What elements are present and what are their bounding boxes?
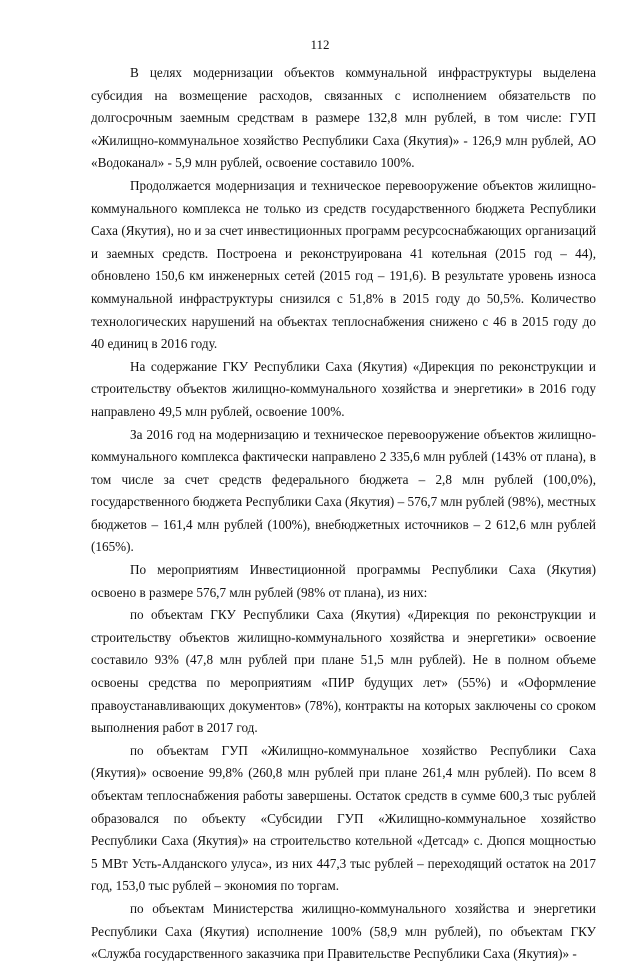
paragraph: по объектам ГУП «Жилищно-коммунальное хозяйство Республики Саха (Якутия)» освоение 99,8% (260,8 млн рублей при плане 261,4 млн рублей). По всем 8 объектам теплоснабжения работы завершены. Остаток средств в сумме 600,3 тыс рублей образовался по объекту «Субсидии ГУП «Жилищно-коммунальное хозяйство Республики Саха (Якутия)» на строительство котельной «Детсад» с. Дюпся мощностью 5 МВт Усть-Алданского улуса», из них 447,3 тыс рублей – переходящий остаток на 2017 год, 153,0 тыс рублей – экономия по торгам. (91, 742, 596, 894)
paragraph: На содержание ГКУ Республики Саха (Якутия) «Дирекция по реконструкции и строительству объектов жилищно-коммунального хозяйства и энергетики» в 2016 году направлено 49,5 млн рублей, освоение 100%. (91, 358, 596, 419)
paragraph: по объектам Министерства жилищно-коммунального хозяйства и энергетики Республики Саха (Якутия) исполнение 100% (58,9 млн рублей), по объектам ГКУ «Служба государственного заказчика при Правительстве Республики Саха (Якутия)» - (91, 900, 596, 962)
document-body (91, 62, 596, 966)
paragraph: В целях модернизации объектов коммунальной инфраструктуры выделена субсидия на возмещение расходов, связанных с исполнением обязательств по долгосрочным заемным средствам в размере 132,8 млн рублей, в том числе: ГУП «Жилищно-коммунальное хозяйство Республики Саха (Якутия)» - 126,9 млн рублей, АО «Водоканал» - 5,9 млн рублей, освоение составило 100%. (91, 65, 596, 171)
paragraph: За 2016 год на модернизацию и техническое перевооружение объектов жилищно-коммунального комплекса фактически направлено 2 335,6 млн рублей (143% от плана), в том числе за счет средств федерального бюджета – 2,8 млн рублей (100,0%), государственного бюджета Республики Саха (Якутия) – 576,7 млн рублей (98%), местных бюджетов – 161,4 млн рублей (100%), внебюджетных источников – 2 612,6 млн рублей (165%). (91, 426, 596, 555)
paragraph: по объектам ГКУ Республики Саха (Якутия) «Дирекция по реконструкции и строительству объектов жилищно-коммунального хозяйства и энергетики» освоение составило 93% (47,8 млн рублей при плане 51,5 млн рублей). Не в полном объеме освоены средства по мероприятиям «ПИР будущих лет» (55%) и «Оформление правоустанавливающих документов» (78%), контракты на которых заключены со сроком выполнения работ в 2017 год. (91, 607, 596, 736)
paragraph: По мероприятиям Инвестиционной программы Республики Саха (Якутия) освоено в размере 576,7 млн рублей (98% от плана), из них: (91, 562, 596, 600)
page-number: 112 (310, 37, 330, 52)
paragraph: Продолжается модернизация и техническое перевооружение объектов жилищно-коммунального комплекса не только из средств государственного бюджета Республики Саха (Якутия), но и за счет инвестиционных программ ресурсоснабжающих организаций и заемных средств. Построена и реконструирована 41 котельная (2015 год – 44), обновлено 150,6 км инженерных сетей (2015 год – 191,6). В результате уровень износа коммунальной инфраструктуры снизился с 51,8% в 2015 году до 50,5%. Количество технологических нарушений на объектах теплоснабжения снижено с 46 в 2015 году до 40 единиц в 2016 году. (91, 177, 596, 352)
